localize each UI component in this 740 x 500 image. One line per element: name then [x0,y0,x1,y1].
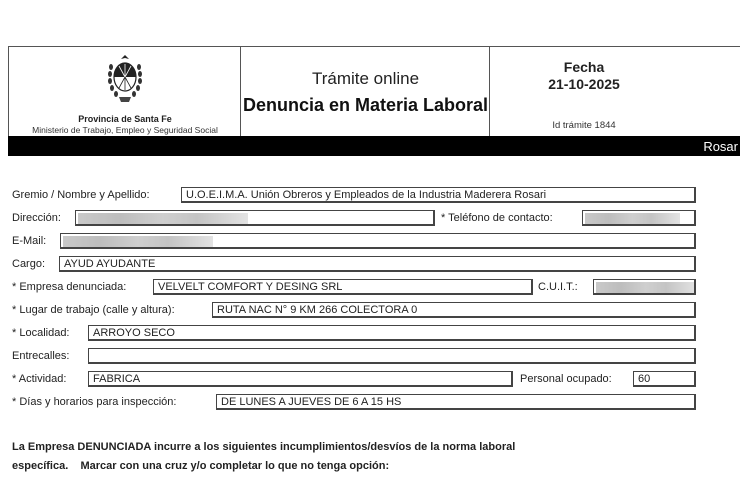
santa-fe-coat-of-arms-icon [105,53,145,105]
email-label: E-Mail: [12,235,47,247]
location-text: Rosar [703,139,738,154]
gremio-field[interactable]: U.O.E.I.M.A. Unión Obreros y Empleados de la Industria Maderera Rosari [181,187,696,203]
redacted-value [63,236,213,247]
direccion-field[interactable] [75,210,435,226]
entrecalles-label: Entrecalles: [12,350,70,362]
redacted-value [78,213,248,224]
statement-line-2: específica. Marcar con una cruz y/o completar lo que no tenga opción: [12,460,390,472]
telefono-field[interactable] [582,210,696,226]
localidad-field[interactable]: ARROYO SECO [88,325,696,341]
empresa-field[interactable]: VELVELT COMFORT Y DESING SRL [153,279,533,295]
cuit-label: C.U.I.T.: [538,281,578,293]
redacted-value [585,213,680,224]
lugar-field[interactable]: RUTA NAC N° 9 KM 266 COLECTORA 0 [212,302,696,318]
personal-field[interactable]: 60 [633,371,696,387]
lugar-label: * Lugar de trabajo (calle y altura): [12,304,175,316]
gremio-label: Gremio / Nombre y Apellido: [12,189,150,201]
fecha-value: 21-10-2025 [548,76,620,92]
redacted-value [596,282,696,293]
personal-label: Personal ocupado: [520,373,612,385]
document-header [8,46,740,137]
id-tramite: Id trámite 1844 [552,120,616,131]
email-field[interactable] [60,233,696,249]
cargo-label: Cargo: [12,258,46,270]
localidad-label: * Localidad: [12,327,70,339]
logo-cell [9,47,241,137]
entrecalles-field[interactable] [88,348,696,364]
document-title: Denuncia en Materia Laboral [242,95,489,115]
date-cell [490,47,740,137]
province-name: Provincia de Santa Fe [78,114,172,124]
ministry-name: Ministerio de Trabajo, Empleo y Seguridad Social [32,125,218,135]
direccion-label: Dirección: [12,212,61,224]
location-bar [8,136,740,156]
telefono-label: * Teléfono de contacto: [441,212,553,224]
statement-line-1: La Empresa DENUNCIADA incurre a los siguientes incumplimientos/desvíos de la norma laboral [12,441,516,453]
fecha-label: Fecha [563,59,605,75]
actividad-label: * Actividad: [12,373,67,385]
title-cell [241,47,490,137]
document-subtitle: Trámite online [311,69,420,88]
actividad-field[interactable]: FABRICA [88,371,513,387]
dias-field[interactable]: DE LUNES A JUEVES DE 6 A 15 HS [216,394,696,410]
cuit-field[interactable] [593,279,696,295]
empresa-label: * Empresa denunciada: [12,281,127,293]
dias-label: * Días y horarios para inspección: [12,396,177,408]
cargo-field[interactable]: AYUD AYUDANTE [59,256,696,272]
